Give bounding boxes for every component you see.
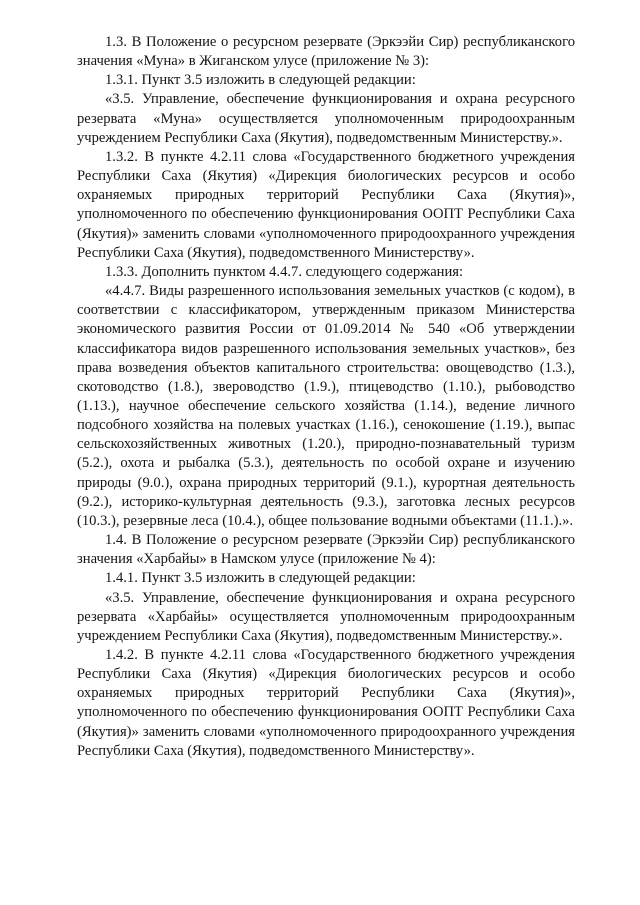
- paragraph-1-4-1-quote: «3.5. Управление, обеспечение функционирования и охрана ресурсного резервата «Харбайы» осуществляется уполномоченным природоохранным учреждением Республики Саха (Якутия), подведомственным Министерству.».: [77, 589, 575, 644]
- paragraph-1-3-1-quote: «3.5. Управление, обеспечение функционирования и охрана ресурсного резервата «Муна» осуществляется уполномоченным природоохранным учреждением Республики Саха (Якутия), подведомственным Министерству.».: [77, 91, 575, 146]
- paragraph-1-3-1: 1.3.1. Пункт 3.5 изложить в следующей редакции:: [105, 72, 416, 89]
- paragraph-1-3-3: 1.3.3. Дополнить пунктом 4.4.7. следующего содержания:: [105, 263, 464, 280]
- paragraph-1-4-1: 1.4.1. Пункт 3.5 изложить в следующей редакции:: [105, 570, 416, 587]
- paragraph-1-4-2: 1.4.2. В пункте 4.2.11 слова «Государственного бюджетного учреждения Республики Саха (Якутия) «Дирекция биологических ресурсов и особо охраняемых природных территорий Республики Саха (Якутия)», уполномоченного по обеспечению функционирования ООПТ Республики Саха (Якутия)» заменить словами «уполномоченного природоохранного учреждения Республики Саха (Якутия), подведомственного Министерству».: [77, 647, 575, 759]
- paragraph-1-3: 1.3. В Положение о ресурсном резервате (Эркээйи Сир) республиканского значения «Муна» в Жиганском улусе (приложение № 3):: [77, 34, 575, 70]
- paragraph-1-3-2: 1.3.2. В пункте 4.2.11 слова «Государственного бюджетного учреждения Республики Саха (Якутия) «Дирекция биологических ресурсов и особо охраняемых природных территорий Республики Саха (Якутия)», уполномоченного по обеспечению функционирования ООПТ Республики Саха (Якутия)» заменить словами «уполномоченного природоохранного учреждения Республики Саха (Якутия), подведомственного Министерству».: [77, 148, 575, 261]
- paragraph-1-4: 1.4. В Положение о ресурсном резервате (Эркээйи Сир) республиканского значения «Харбайы» в Намском улусе (приложение № 4):: [77, 532, 575, 568]
- document-page: [77, 33, 575, 761]
- paragraph-1-3-3-quote: «4.4.7. Виды разрешенного использования земельных участков (с кодом), в соответствии с классификатором, утвержденным приказом Министерства экономического развития России от 01.09.2014 № 540 «Об утверждении классификатора видов разрешенного использования земельных участков», без права возведения объектов капитального строительства: овощеводство (1.3.), скотоводство (1.8.), звероводство (1.9.), птицеводство (1.10.), рыбоводство (1.13.), научное обеспечение сельского хозяйства (1.14.), ведение личного подсобного хозяйства на полевых участках (1.16.), сенокошение (1.19.), выпас сельскохозяйственных животных (1.20.), природно-познавательный туризм (5.2.), охота и рыбалка (5.3.), деятельность по особой охране и изучению природы (9.0.), охрана природных территорий (9.1.), курортная деятельность (9.2.), историко-культурная деятельность (9.3.), заготовка лесных ресурсов (10.3.), резервные леса (10.4.), общее пользование водными объектами (11.1.).».: [77, 283, 575, 529]
